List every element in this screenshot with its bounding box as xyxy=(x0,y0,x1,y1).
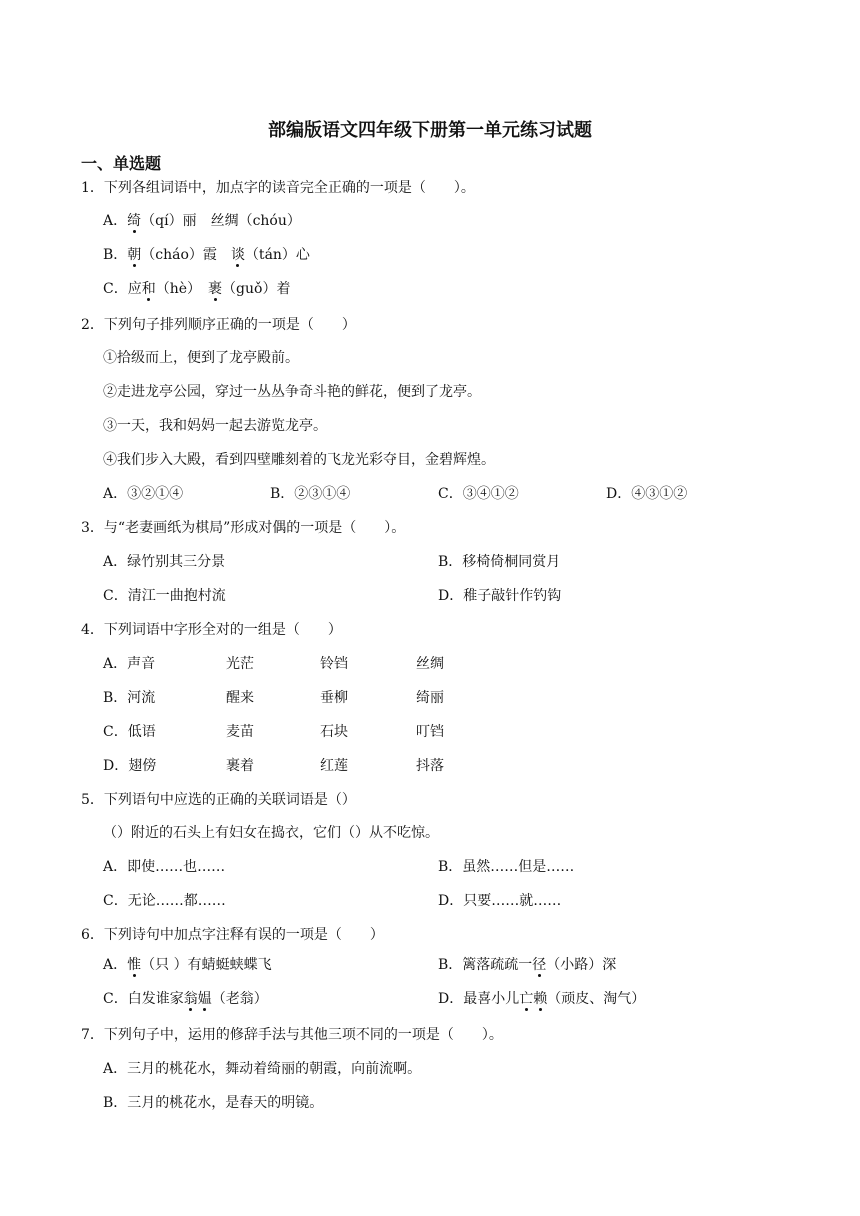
dotted-char: 绮 xyxy=(127,213,142,229)
question-5-sentence: （）附近的石头上有妇女在捣衣，它们（）从不吃惊。 xyxy=(103,825,439,841)
question-3-option-b[interactable]: B．移椅倚桐同赏月 xyxy=(438,554,561,570)
dotted-char: 和 xyxy=(141,281,156,297)
question-1-option-b[interactable] xyxy=(103,245,310,265)
dotted-char: 媪 xyxy=(197,991,212,1007)
option-text: （guǒ）着 xyxy=(222,281,291,297)
option-label: C．应 xyxy=(103,281,142,297)
question-6-option-d[interactable] xyxy=(438,989,645,1009)
question-2-option-a[interactable]: A．③②①④ xyxy=(103,486,184,502)
question-4-word: 光茫 xyxy=(226,656,254,672)
question-2-option-c[interactable]: C．③④①② xyxy=(438,486,519,502)
question-7-option-a[interactable]: A．三月的桃花水，舞动着绮丽的朝霞，向前流啊。 xyxy=(103,1061,422,1077)
question-4-word: 抖落 xyxy=(416,758,444,774)
question-4-option-d[interactable]: D．翅傍 xyxy=(103,758,157,774)
question-5-option-a[interactable]: A．即使……也…… xyxy=(103,859,226,875)
question-4-word: 铃铛 xyxy=(320,656,348,672)
page-title: 部编版语文四年级下册第一单元练习试题 xyxy=(268,120,592,141)
question-3-option-d[interactable]: D．稚子敲针作钓钩 xyxy=(438,588,562,604)
dotted-char: 谈 xyxy=(230,247,245,263)
question-4-word: 石块 xyxy=(320,724,348,740)
question-4-word: 麦苗 xyxy=(226,724,254,740)
question-2-sentence-3: ③一天，我和妈妈一起去游览龙亭。 xyxy=(103,418,327,434)
question-4-word: 裹着 xyxy=(226,758,254,774)
question-4-word: 醒来 xyxy=(226,690,254,706)
dotted-char: 裹 xyxy=(208,281,223,297)
question-2-option-b[interactable]: B．②③①④ xyxy=(270,486,351,502)
dotted-char: 赖 xyxy=(533,991,548,1007)
option-label: C．白发谁家 xyxy=(103,991,184,1007)
option-text: （hè） xyxy=(155,281,209,297)
question-6-stem: 6．下列诗句中加点字注释有误的一项是（ ） xyxy=(81,927,384,943)
question-1-option-a[interactable] xyxy=(103,211,301,231)
question-7-stem: 7．下列句子中，运用的修辞手法与其他三项不同的一项是（ ）。 xyxy=(81,1027,503,1043)
question-4-word: 叮铛 xyxy=(416,724,444,740)
question-2-sentence-2: ②走进龙亭公园，穿过一丛丛争奇斗艳的鲜花，便到了龙亭。 xyxy=(103,384,481,400)
question-5-option-d[interactable]: D．只要……就…… xyxy=(438,893,562,909)
option-text: （tán）心 xyxy=(244,247,310,263)
question-4-word: 丝绸 xyxy=(416,656,444,672)
question-2-sentence-4: ④我们步入大殿，看到四壁雕刻着的飞龙光彩夺目，金碧辉煌。 xyxy=(103,452,495,468)
question-2-stem: 2．下列句子排列顺序正确的一项是（ ） xyxy=(81,317,356,333)
section-heading: 一、单选题 xyxy=(81,154,162,173)
option-text: （只 ）有蜻蜓蛱蝶飞 xyxy=(141,957,272,973)
question-6-option-b[interactable] xyxy=(438,955,616,975)
question-4-word: 绮丽 xyxy=(416,690,444,706)
dotted-char: 朝 xyxy=(127,247,142,263)
question-2-option-d[interactable]: D．④③①② xyxy=(606,486,688,502)
question-5-option-c[interactable]: C．无论……都…… xyxy=(103,893,226,909)
question-4-option-c[interactable]: C．低语 xyxy=(103,724,156,740)
question-7-option-b[interactable]: B．三月的桃花水，是春天的明镜。 xyxy=(103,1095,324,1111)
dotted-char: 翁 xyxy=(183,991,198,1007)
option-text: （cháo）霞 xyxy=(141,247,231,263)
question-3-option-c[interactable]: C．清江一曲抱村流 xyxy=(103,588,226,604)
question-5-option-b[interactable]: B．虽然……但是…… xyxy=(438,859,575,875)
question-4-option-b[interactable]: B．河流 xyxy=(103,690,156,706)
option-label: A． xyxy=(103,957,128,973)
option-label: D．最喜小儿 xyxy=(438,991,520,1007)
question-3-option-a[interactable]: A．绿竹别其三分景 xyxy=(103,554,226,570)
option-text: （顽皮、淘气） xyxy=(547,991,646,1007)
dotted-char: 亡 xyxy=(519,991,534,1007)
question-4-word: 垂柳 xyxy=(320,690,348,706)
dotted-char: 惟 xyxy=(127,957,142,973)
question-1-stem: 1．下列各组词语中，加点字的读音完全正确的一项是（ ）。 xyxy=(81,180,475,196)
option-label: B．篱落疏疏一 xyxy=(438,957,533,973)
question-2-sentence-1: ①拾级而上，便到了龙亭殿前。 xyxy=(103,350,299,366)
question-6-option-c[interactable] xyxy=(103,989,268,1009)
option-text: （老翁） xyxy=(211,991,268,1007)
question-3-stem: 3．与“老妻画纸为棋局”形成对偶的一项是（ ）。 xyxy=(81,520,406,536)
option-text: （qí）丽 丝绸（chóu） xyxy=(141,213,301,229)
option-text: （小路）深 xyxy=(546,957,617,973)
option-label: A． xyxy=(103,213,128,229)
option-label: B． xyxy=(103,247,128,263)
question-4-stem: 4．下列词语中字形全对的一组是（ ） xyxy=(81,622,342,638)
question-1-option-c[interactable] xyxy=(103,279,290,299)
question-5-stem: 5．下列语句中应选的正确的关联词语是（） xyxy=(81,792,356,808)
question-4-word: 红莲 xyxy=(320,758,348,774)
question-6-option-a[interactable] xyxy=(103,955,272,975)
dotted-char: 径 xyxy=(532,957,547,973)
question-4-option-a[interactable]: A．声音 xyxy=(103,656,156,672)
